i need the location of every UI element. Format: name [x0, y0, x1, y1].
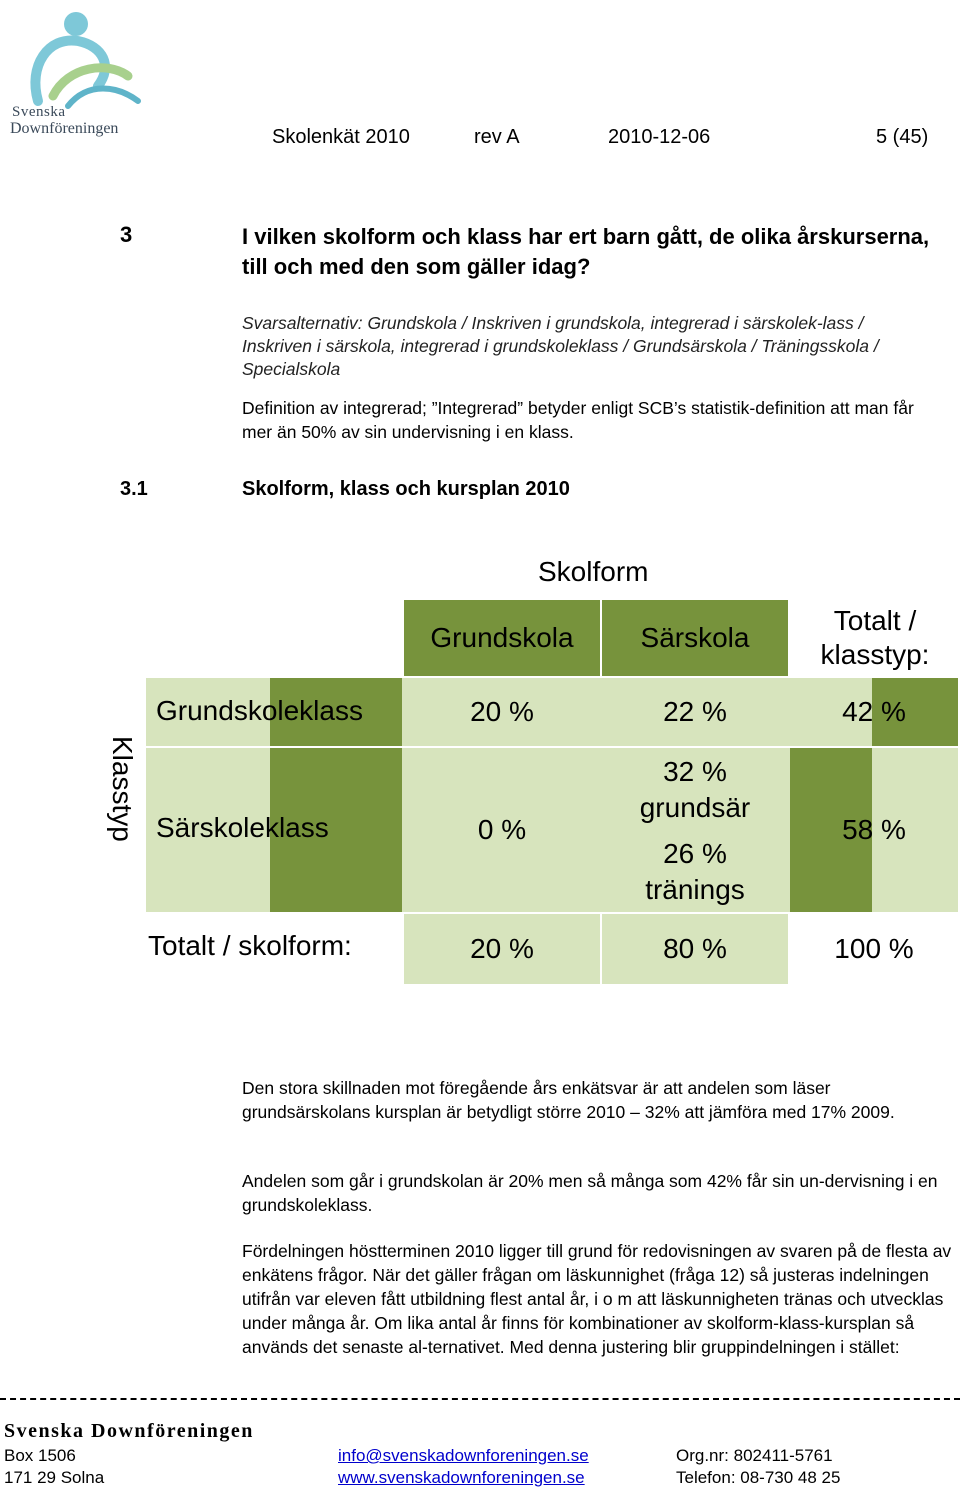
cell-r2-total: 58 %	[842, 814, 906, 845]
question-number: 3	[120, 222, 133, 247]
definition-text: Definition av integrerad; ”Integrerad” betyder enligt SCB’s statistik-definition att man får mer än 50% av sin undervisning i en klass.	[242, 398, 914, 442]
footer-divider	[0, 1398, 960, 1400]
col-header-sarskola: Särskola	[602, 600, 788, 676]
cell-r2-grundskola: 0 %	[477, 814, 527, 845]
cell-total-grundskola: 20 %	[404, 914, 600, 984]
answer-alternatives: Svarsalternativ: Grundskola / Inskriven i grundskola, integrerad i särskolek-lass / Inskriven i särskola, integrerad i grundskoleklass / Grundsärskola / Träningsskola / Specialskola	[242, 313, 879, 379]
footer-org: Svenska Downföreningen	[4, 1420, 254, 1442]
row-label-grundskoleklass: Grundskoleklass	[156, 695, 363, 726]
cell-total-total: 100 %	[834, 933, 914, 964]
row-label-total: Totalt / skolform:	[148, 930, 352, 961]
cell-r2-grundsar-label: grundsär	[639, 792, 751, 823]
paragraph-3: Fördelningen höstterminen 2010 ligger till grund för redovisningen av svaren på de flesta av enkätens frågor. När det gäller frågan om läskunnighet (fråga 12) så justeras indelningen utifrån var eleven fått utbildning flest antal år, i o m att läskunnigheten tränas och utvecklas under många år. Om lika antal år finns för kombinationer av skolform-klass-kursplan så används det senaste al-ternativet. Med denna justering blir gruppindelningen i stället:	[242, 1241, 952, 1357]
cell-r1-total: 42 %	[842, 696, 906, 727]
logo-line2: Downföreningen	[10, 120, 119, 137]
footer-email-link[interactable]: info@svenskadownforeningen.se	[338, 1446, 589, 1465]
skolform-title: Skolform	[538, 556, 649, 587]
cell-r2-sarskola-grundsar	[602, 752, 788, 828]
logo-line1: Svenska	[12, 104, 66, 120]
footer-city: 171 29 Solna	[4, 1468, 105, 1487]
paragraph-1: Den stora skillnaden mot föregående års enkätsvar är att andelen som läser grundsärskolans kursplan är betydligt större 2010 – 32% att jämföra med 17% 2009.	[242, 1078, 895, 1122]
cell-r2-grundsar-value: 32 %	[663, 756, 727, 787]
cell-r2-tranings-value: 26 %	[663, 838, 727, 869]
header-date: 2010-12-06	[608, 126, 711, 148]
footer-phone: Telefon: 08-730 48 25	[676, 1468, 841, 1487]
section-title: Skolform, klass och kursplan 2010	[242, 478, 570, 500]
col-header-total-line2: klasstyp:	[820, 639, 930, 670]
section-number: 3.1	[120, 478, 148, 500]
footer-box: Box 1506	[4, 1446, 76, 1465]
col-header-grundskola: Grundskola	[404, 600, 600, 676]
logo-figure-icon	[8, 6, 168, 111]
header-rev: rev A	[474, 126, 520, 148]
footer-web-link[interactable]: www.svenskadownforeningen.se	[338, 1468, 585, 1487]
cell-total-sarskola: 80 %	[602, 914, 788, 984]
cell-r2-tranings-label: tränings	[645, 874, 745, 905]
footer-orgnr: Org.nr: 802411-5761	[676, 1446, 833, 1465]
header-page: 5 (45)	[876, 126, 929, 148]
question-text: I vilken skolform och klass har ert barn gått, de olika årskurserna, till och med den som gäller idag?	[242, 224, 930, 279]
cell-r1-grundskola: 20 %	[470, 696, 534, 727]
col-header-total	[790, 600, 960, 676]
cell-r2-sarskola-tranings	[602, 834, 788, 910]
col-header-total-line1: Totalt /	[833, 605, 917, 636]
cell-r1-sarskola: 22 %	[663, 696, 727, 727]
row-label-sarskoleklass: Särskoleklass	[156, 812, 329, 843]
klasstyp-title: Klasstyp	[107, 736, 138, 842]
paragraph-2: Andelen som går i grundskolan är 20% men så många som 42% får sin un-dervisning i en grundskoleklass.	[242, 1171, 938, 1215]
header-doc: Skolenkät 2010	[272, 126, 410, 148]
